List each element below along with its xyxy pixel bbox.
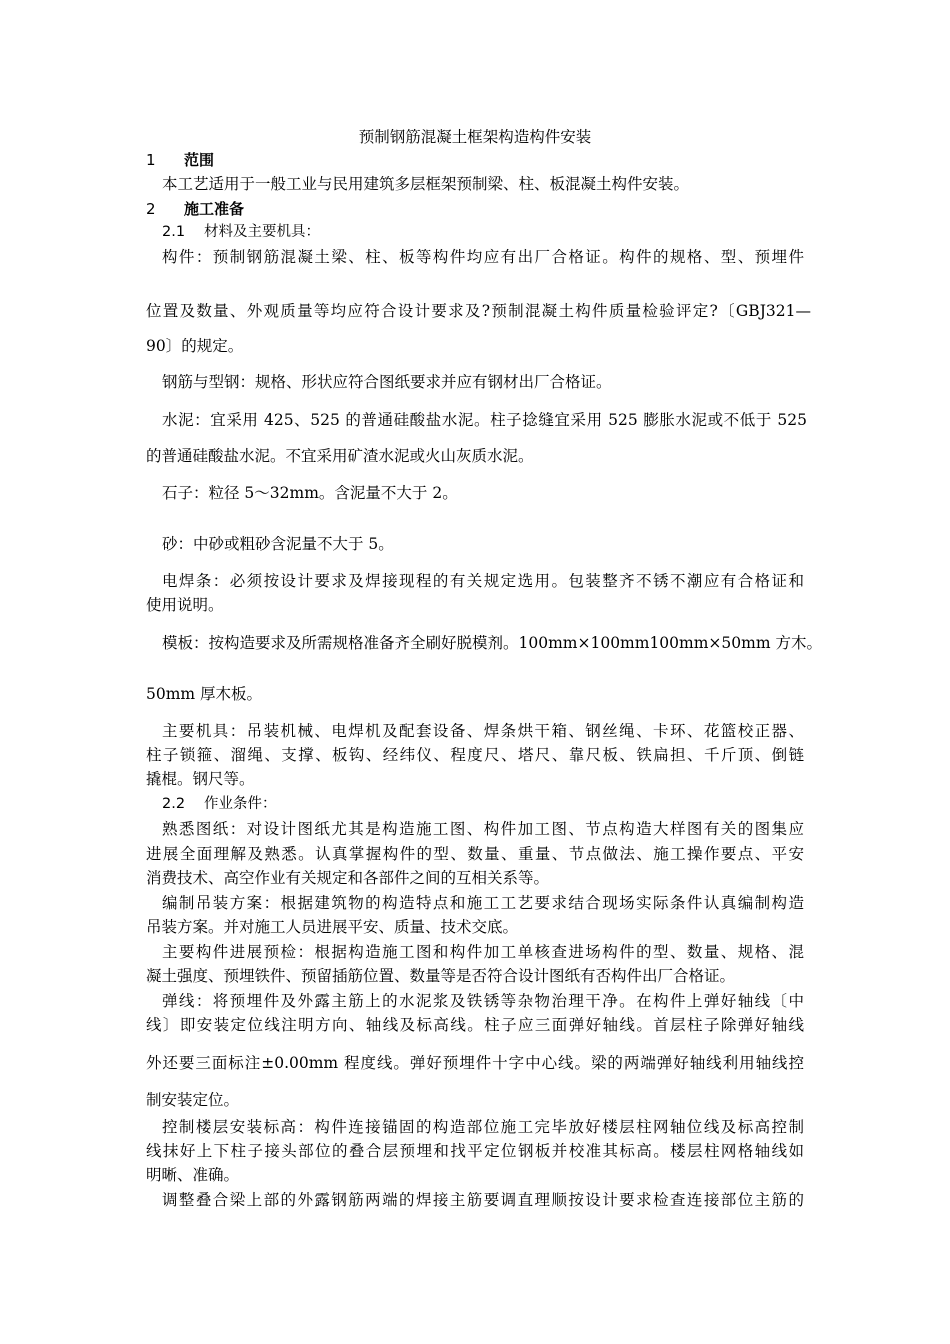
paragraph-line: 熟悉图纸：对设计图纸尤其是构造施工图、构件加工图、节点构造大样图有关的图集应 <box>162 820 804 838</box>
paragraph-line: 凝土强度、预埋铁件、预留插筋位置、数量等是否符合设计图纸有否构件出厂合格证。 <box>146 967 736 985</box>
paragraph-line: 弹线：将预埋件及外露主筋上的水泥浆及铁锈等杂物治理干净。在构件上弹好轴线〔中 <box>162 992 804 1010</box>
subsection-2-2-heading <box>162 794 277 814</box>
paragraph-line: 外还要三面标注±0.00mm 程度线。弹好预埋件十字中心线。梁的两端弹好轴线利用轴线控 <box>146 1054 804 1072</box>
paragraph-line: 撬棍。钢尺等。 <box>146 770 255 788</box>
paragraph-line: 50mm 厚木板。 <box>146 685 263 703</box>
paragraph-line: 吊装方案。并对施工人员进展平安、质量、技术交底。 <box>146 918 519 936</box>
paragraph-line: 90〕的规定。 <box>146 337 244 355</box>
paragraph-line: 线〕即安装定位线注明方向、轴线及标高线。柱子应三面弹好轴线。首层柱子除弹好轴线 <box>146 1016 804 1034</box>
paragraph-line: 主要机具：吊装机械、电焊机及配套设备、焊条烘干箱、钢丝绳、卡环、花篮校正器、 <box>162 722 804 740</box>
paragraph-line: 构件：预制钢筋混凝土梁、柱、板等构件均应有出厂合格证。构件的规格、型、预埋件 <box>162 248 804 266</box>
paragraph-line: 模板：按构造要求及所需规格准备齐全刷好脱模剂。100mm×100mm100mm×50mm 方木。 <box>162 634 822 652</box>
paragraph-line: 电焊条：必须按设计要求及焊接现程的有关规定选用。包装整齐不锈不潮应有合格证和 <box>162 572 804 590</box>
subsection-2-1-title: 材料及主要机具： <box>204 224 320 240</box>
paragraph-line: 编制吊装方案：根据建筑物的构造特点和施工工艺要求结合现场实际条件认真编制构造 <box>162 894 804 912</box>
paragraph-line: 控制楼层安装标高：构件连接锚固的构造部位施工完毕放好楼层柱网轴位线及标高控制 <box>162 1118 804 1136</box>
paragraph-line: 制安装定位。 <box>146 1091 240 1109</box>
subsection-2-1-number: 2.1 <box>162 224 186 240</box>
subsection-2-2-title: 作业条件： <box>204 796 277 812</box>
section-1-title: 范围 <box>184 151 215 169</box>
paragraph-line: 柱子锁箍、溜绳、支撑、板钩、经纬仪、程度尺、塔尺、靠尺板、铁扁担、千斤顶、倒链 <box>146 746 804 764</box>
paragraph-line: 主要构件进展预检：根据构造施工图和构件加工单核查进场构件的型、数量、规格、混 <box>162 943 804 961</box>
paragraph-line: 砂：中砂或粗砂含泥量不大于 5。 <box>162 535 394 553</box>
paragraph-line: 石子：粒径 5～32mm。含泥量不大于 2。 <box>162 484 458 502</box>
paragraph-line: 钢筋与型钢：规格、形状应符合图纸要求并应有钢材出厂合格证。 <box>162 373 612 391</box>
section-2-number: 2 <box>146 200 156 218</box>
paragraph-line: 消费技术、高空作业有关规定和各部件之间的互相关系等。 <box>146 869 550 887</box>
paragraph-line: 调整叠合梁上部的外露钢筋两端的焊接主筋要调直理顺按设计要求检查连接部位主筋的 <box>162 1191 804 1209</box>
paragraph-line: 明晰、准确。 <box>146 1166 240 1184</box>
subsection-2-2-number: 2.2 <box>162 796 186 812</box>
section-2-title: 施工准备 <box>184 200 245 218</box>
paragraph-line: 水泥：宜采用 425、525 的普通硅酸盐水泥。柱子捻缝宜采用 525 膨胀水泥或不低于 525 <box>162 411 807 429</box>
paragraph-line: 使用说明。 <box>146 596 224 614</box>
document-title: 预制钢筋混凝土框架构造构件安装 <box>358 128 592 146</box>
subsection-2-1-heading <box>162 222 320 242</box>
paragraph-line: 位置及数量、外观质量等均应符合设计要求及?预制混凝土构件质量检验评定?〔GBJ321— <box>146 302 811 320</box>
paragraph-line: 的普通硅酸盐水泥。不宜采用矿渣水泥或火山灰质水泥。 <box>146 447 534 465</box>
section-1-heading <box>146 150 214 170</box>
paragraph-line: 进展全面理解及熟悉。认真掌握构件的型、数量、重量、节点做法、施工操作要点、平安 <box>146 845 804 863</box>
section-1-number: 1 <box>146 151 156 169</box>
section-2-heading <box>146 199 244 219</box>
paragraph-line: 线抹好上下柱子接头部位的叠合层预埋和找平定位钢板并校准其标高。楼层柱网格轴线如 <box>146 1142 804 1160</box>
paragraph-line: 本工艺适用于一般工业与民用建筑多层框架预制梁、柱、板混凝土构件安装。 <box>162 175 690 193</box>
